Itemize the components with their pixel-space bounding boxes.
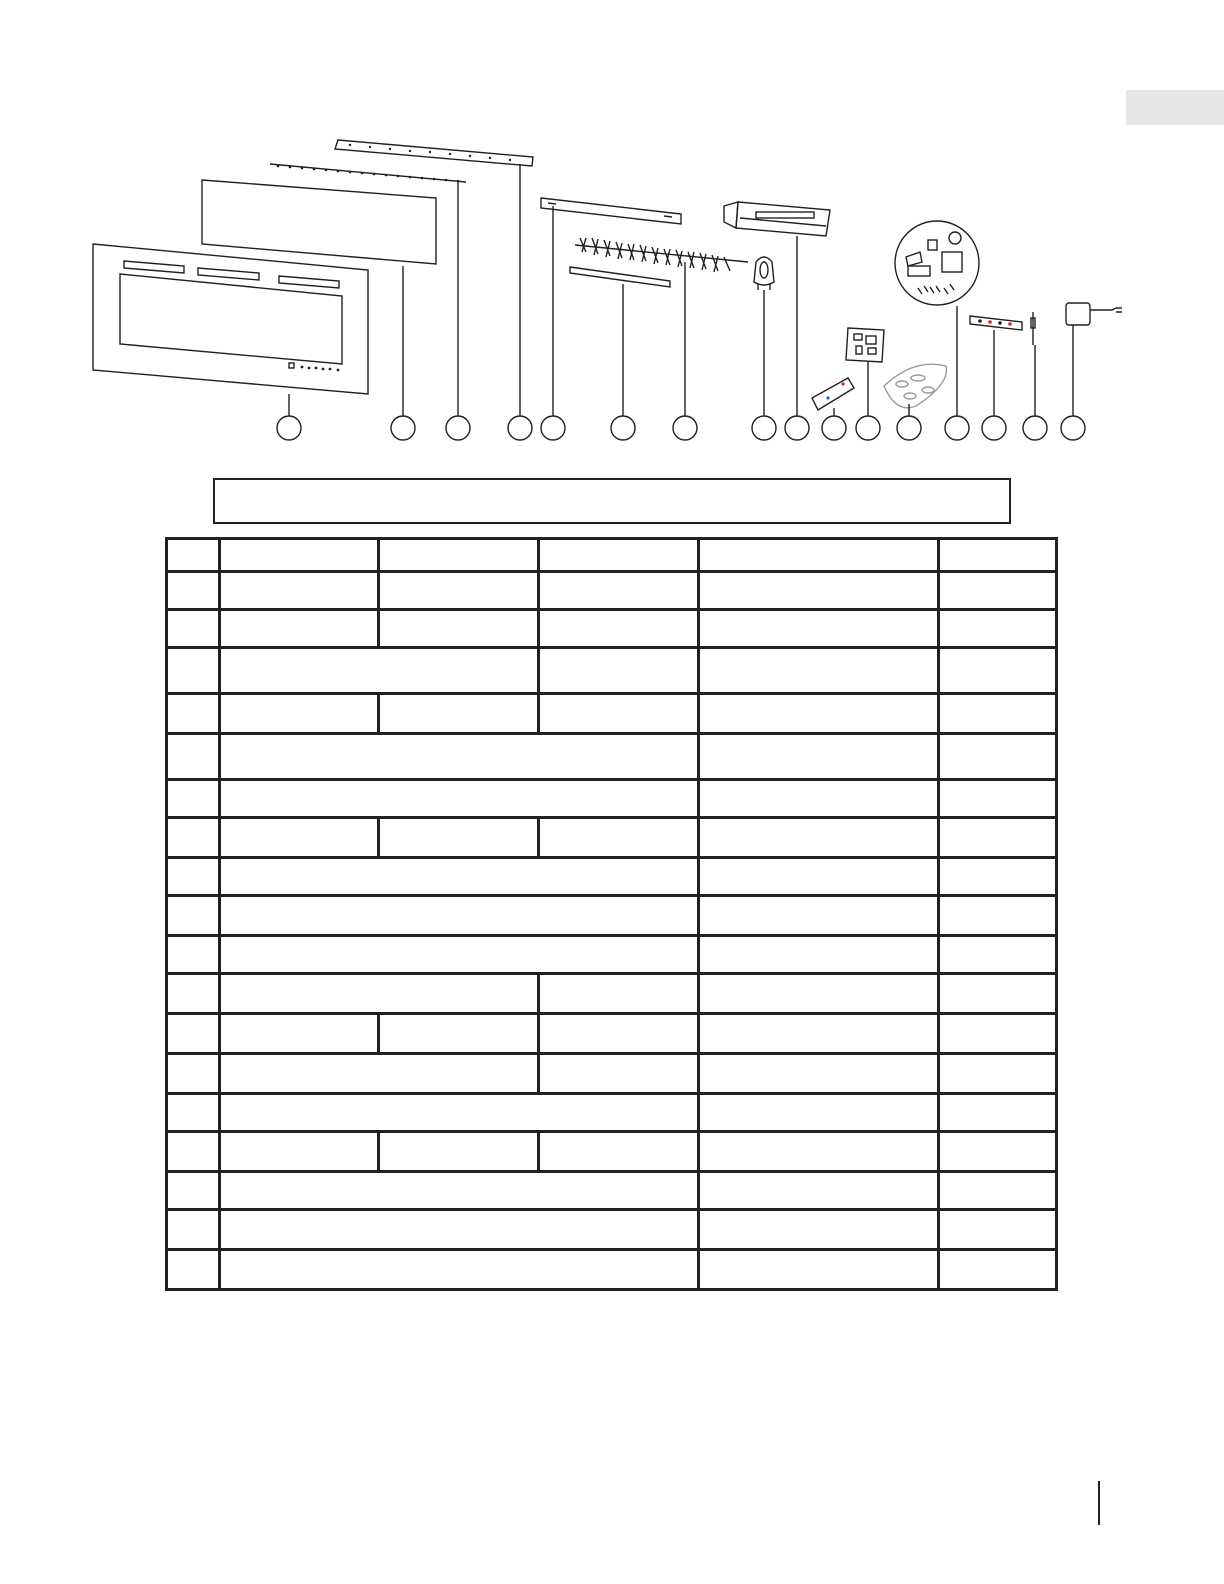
callout-circle — [897, 416, 921, 440]
page-rule — [1098, 1481, 1100, 1525]
table-cell — [539, 610, 699, 648]
table-cell — [699, 694, 939, 734]
table-cell — [167, 1210, 220, 1250]
table-cell — [167, 858, 220, 896]
table-cell — [220, 1132, 379, 1172]
bar-part — [570, 267, 670, 287]
table-cell — [939, 1172, 1057, 1210]
table-row — [167, 896, 1057, 936]
table-cell — [699, 1014, 939, 1054]
callout-circle — [446, 416, 470, 440]
table-cell — [539, 539, 699, 572]
power-adapter-part — [1066, 303, 1122, 325]
table-cell — [539, 818, 699, 858]
table-cell — [379, 694, 539, 734]
callout-circle — [785, 416, 809, 440]
callout-circle — [541, 416, 565, 440]
exploded-parts-diagram — [0, 0, 1224, 470]
table-cell — [939, 648, 1057, 694]
table-cell — [220, 1172, 699, 1210]
callout-circle — [508, 416, 532, 440]
callout-circle — [673, 416, 697, 440]
table-cell — [699, 610, 939, 648]
table-cell — [220, 1210, 699, 1250]
table-cell — [220, 1094, 699, 1132]
table-cell — [699, 1172, 939, 1210]
callout-circle — [1023, 416, 1047, 440]
table-cell — [939, 974, 1057, 1014]
table-cell — [699, 1054, 939, 1094]
callout-circle — [945, 416, 969, 440]
table-cell — [167, 896, 220, 936]
table-cell — [167, 974, 220, 1014]
front-frame-part — [93, 244, 368, 394]
table-cell — [699, 734, 939, 780]
table-cell — [379, 1132, 539, 1172]
table-cell — [699, 936, 939, 974]
table-cell — [379, 572, 539, 610]
table-cell — [220, 610, 379, 648]
table-row — [167, 539, 1057, 572]
table-cell — [939, 1054, 1057, 1094]
led-strip-part — [970, 316, 1022, 330]
table-row — [167, 1210, 1057, 1250]
table-row — [167, 818, 1057, 858]
table-cell — [539, 694, 699, 734]
table-cell — [167, 734, 220, 780]
table-row — [167, 1094, 1057, 1132]
table-cell — [539, 1054, 699, 1094]
table-cell — [699, 572, 939, 610]
table-cell — [167, 648, 220, 694]
table-cell — [699, 1250, 939, 1290]
table-cell — [939, 610, 1057, 648]
callout-group — [277, 416, 1085, 440]
callout-circle — [982, 416, 1006, 440]
table-row — [167, 1054, 1057, 1094]
table-cell — [167, 936, 220, 974]
table-cell — [167, 1054, 220, 1094]
table-cell — [939, 572, 1057, 610]
table-cell — [167, 1014, 220, 1054]
table-cell — [939, 694, 1057, 734]
table-cell — [539, 648, 699, 694]
table-cell — [220, 1014, 379, 1054]
callout-circle — [752, 416, 776, 440]
table-row — [167, 974, 1057, 1014]
table-row — [167, 780, 1057, 818]
heater-part — [724, 202, 830, 236]
table-cell — [220, 734, 699, 780]
table-cell — [699, 818, 939, 858]
table-row — [167, 936, 1057, 974]
table-cell — [220, 896, 699, 936]
table-cell — [167, 1094, 220, 1132]
table-cell — [167, 539, 220, 572]
table-cell — [939, 734, 1057, 780]
table-cell — [939, 936, 1057, 974]
control-board-part — [846, 328, 884, 362]
table-row — [167, 858, 1057, 896]
dotted-strip-part — [270, 164, 466, 182]
table-cell — [220, 539, 379, 572]
table-row — [167, 572, 1057, 610]
top-bracket-part — [335, 140, 533, 166]
table-row — [167, 1132, 1057, 1172]
table-cell — [939, 1132, 1057, 1172]
table-cell — [220, 1054, 539, 1094]
table-row — [167, 1172, 1057, 1210]
table-cell — [220, 648, 539, 694]
table-cell — [939, 1210, 1057, 1250]
table-cell — [939, 896, 1057, 936]
table-cell — [699, 539, 939, 572]
table-cell — [539, 1014, 699, 1054]
callout-circle — [277, 416, 301, 440]
table-cell — [220, 936, 699, 974]
callout-circle — [1061, 416, 1085, 440]
table-cell — [167, 610, 220, 648]
table-cell — [939, 818, 1057, 858]
table-cell — [939, 858, 1057, 896]
table-row — [167, 694, 1057, 734]
table-cell — [220, 694, 379, 734]
remote-part — [812, 378, 854, 410]
table-cell — [167, 780, 220, 818]
hardware-kit-part — [895, 221, 979, 305]
table-cell — [379, 539, 539, 572]
table-cell — [167, 1132, 220, 1172]
table-cell — [379, 610, 539, 648]
table-cell — [167, 694, 220, 734]
ember-bed-part — [884, 364, 946, 408]
table-cell — [699, 858, 939, 896]
table-cell — [379, 1014, 539, 1054]
table-cell — [939, 1094, 1057, 1132]
table-row — [167, 734, 1057, 780]
table-cell — [939, 780, 1057, 818]
table-cell — [167, 1172, 220, 1210]
sensor-part — [1031, 312, 1035, 345]
table-cell — [539, 572, 699, 610]
motor-part — [754, 257, 774, 290]
table-cell — [220, 572, 379, 610]
table-cell — [539, 1132, 699, 1172]
table-cell — [220, 818, 379, 858]
table-cell — [699, 896, 939, 936]
callout-circle — [611, 416, 635, 440]
table-row — [167, 648, 1057, 694]
table-cell — [699, 780, 939, 818]
callout-circle — [822, 416, 846, 440]
table-cell — [220, 974, 539, 1014]
table-cell — [220, 858, 699, 896]
table-cell — [167, 818, 220, 858]
table-cell — [699, 1094, 939, 1132]
table-cell — [167, 572, 220, 610]
table-cell — [939, 1250, 1057, 1290]
table-cell — [220, 780, 699, 818]
glass-panel-part — [202, 180, 436, 264]
callout-circle — [856, 416, 880, 440]
table-cell — [699, 974, 939, 1014]
table-cell — [379, 818, 539, 858]
table-cell — [699, 1210, 939, 1250]
table-cell — [939, 539, 1057, 572]
table-row — [167, 1014, 1057, 1054]
callout-circle — [391, 416, 415, 440]
table-cell — [699, 1132, 939, 1172]
table-cell — [699, 648, 939, 694]
parts-list-title-box — [213, 478, 1011, 524]
flame-rotor-part — [575, 238, 748, 272]
table-cell — [539, 974, 699, 1014]
table-cell — [167, 1250, 220, 1290]
table-row — [167, 610, 1057, 648]
rail-part — [541, 198, 681, 224]
table-cell — [939, 1014, 1057, 1054]
table-cell — [220, 1250, 699, 1290]
table-row — [167, 1250, 1057, 1290]
parts-list-table — [165, 537, 1058, 1291]
